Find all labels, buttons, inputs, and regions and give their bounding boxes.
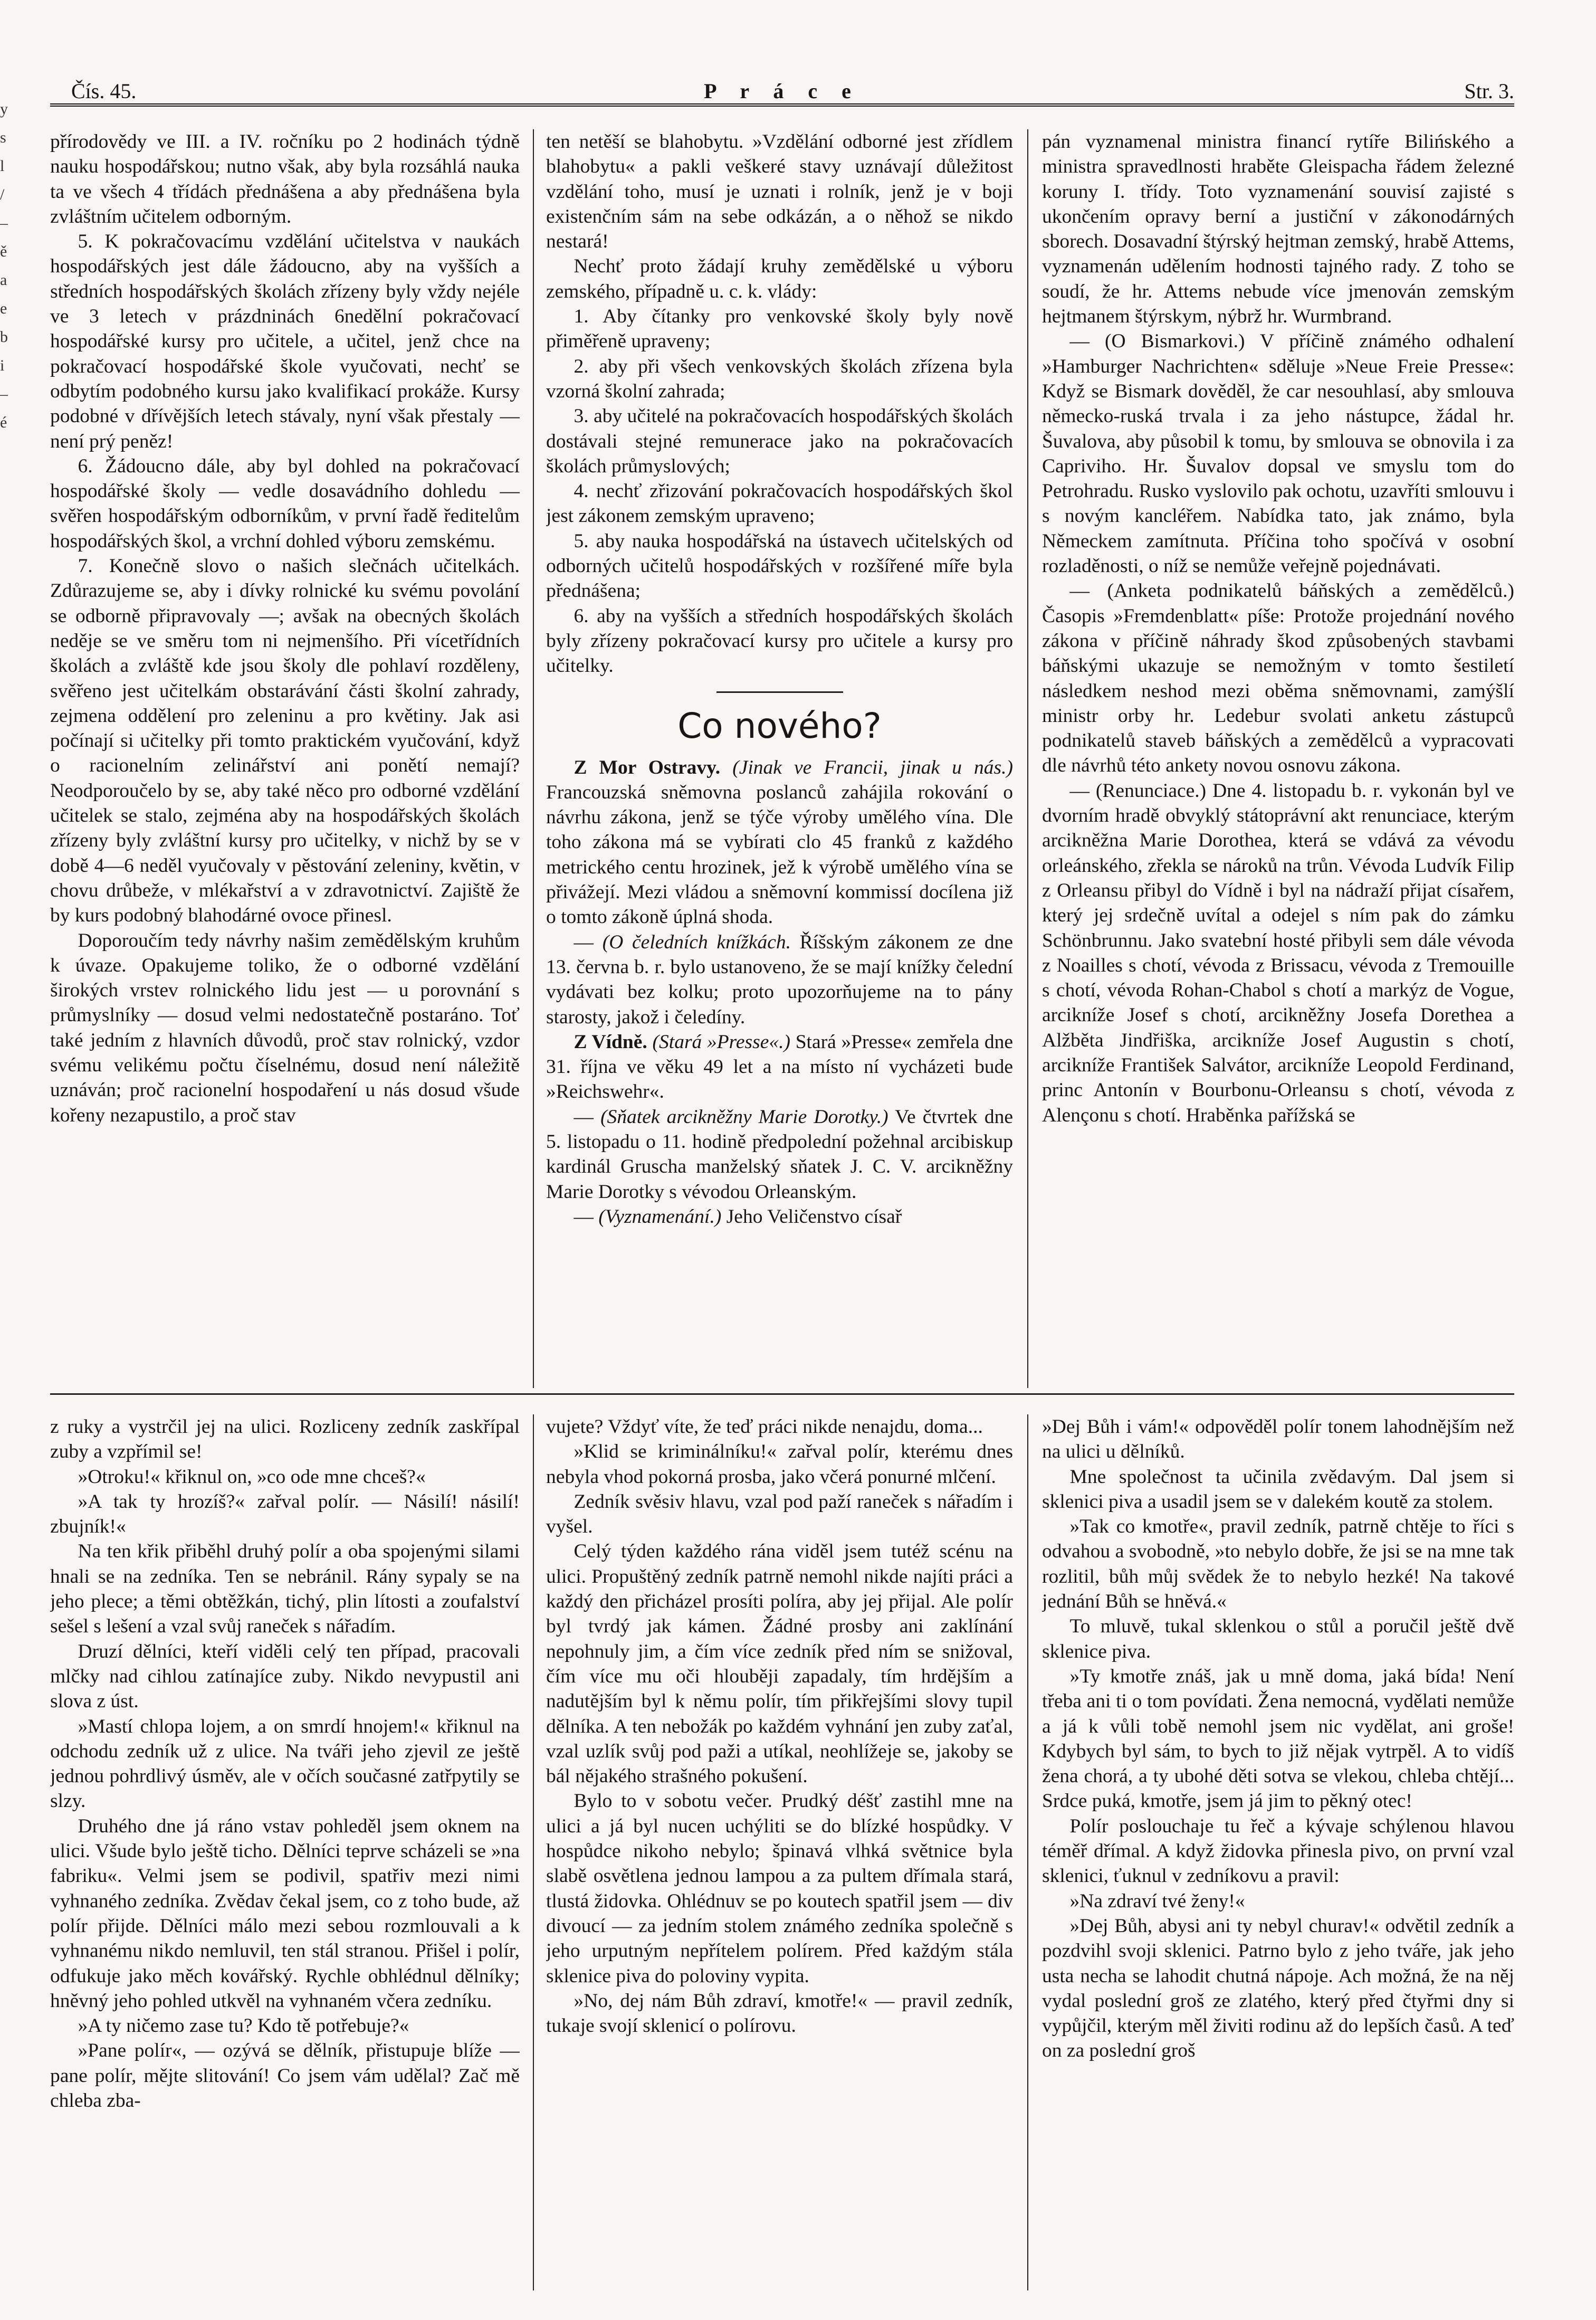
news-subtitle: (Jinak ve Francii, jinak u nás.) — [732, 756, 1013, 778]
news-subtitle: (Vyznamenání.) — [598, 1205, 722, 1228]
paragraph: »Na zdraví tvé ženy!« — [1069, 1890, 1245, 1912]
news-subtitle: (Sňatek arcikněžny Marie Dorotky.) — [600, 1106, 888, 1128]
feuilleton-column-1 — [50, 1414, 520, 2290]
paragraph: Druhého dne já ráno vstav pohleděl jsem oknem na ulici. Všude bylo ještě ticho. Dělníci teprve scházeli se »na fabriku«. Velmi jsem se podivil, spatřiv mezi nimi vyhnaného zedníka. Zvědav čekal jsem, co z toho bude, až polír přijde. Dělníci málo mezi sebou rozmlouvali a k vyhnanému nikdo nemluvil, ten stál stranou. Přišel i polír, odfukuje jako měch kovářský. Rychle obhlédnul dělníky; hněvný jeho pohled utkvěl na vyhnaném včera zedníku. — [50, 1815, 520, 2012]
paragraph: — (Renunciace.) Dne 4. listopadu b. r. vykonán byl ve dvorním hradě obvyklý státoprávní akt renunciace, kterým arcikněžna Marie Dorothea, která se vdává za vévodu orleánského, zřekla se nároků na trůn. Vévoda Ludvík Filip z Orleansu přibyl do Vídně i byl na nádraží přijat císařem, který jej srdečně uvítal a odejel s ním pak do zámku Schönbrunnu. Jako svatební hosté přibyli sem dále vévoda z Noailles s chotí, vévoda z Brissacu, vévoda z Tremouille s chotí, vévoda Rohan-Chabol s chotí a markýz de Vogue, arcikníže Josef s chotí, arcikněžny Josefa Dorethea a Alžběta Jindřiška, arcikníže Josef Augustin s chotí, arcikníže František Salvátor, arcikníže Leopold Ferdinand, princ Antonín v Bourbonu-Orleansu s chotí, vévoda z Alençonu s chotí. Hraběnka pařížská se — [1042, 779, 1514, 1126]
paragraph: »Tak co kmotře«, pravil zedník, patrně chtěje to říci s odvahou a svobodně, »to nebylo dobře, že jsi se na mne tak rozlitil, bůh můj svědek že to nebylo hezké! Na takové jednání Bůh se hněvá.« — [1042, 1516, 1514, 1613]
article-column-2 — [546, 129, 1013, 1380]
paragraph: Zedník svěsiv hlavu, vzal pod paží raneček s nářadím i vyšel. — [546, 1490, 1013, 1538]
news-item: — (Sňatek arcikněžny Marie Dorotky.) Ve čtvrtek dne 5. listopadu o 11. hodině předpolední požehnal arcibiskup kardinál Gruscha manželský sňatek J. C. V. arcikněžny Marie Dorotky s vévodou Orleanským. — [546, 1106, 1013, 1203]
column-divider — [533, 129, 534, 1388]
news-text: Francouzská sněmovna poslanců zahájila rokování o návrhu zákona, jenž se týče výroby umělého vína. Dle toho zákona má se vybírati clo 45 franků z každého metrického centu hrozinek, jež k výrobě umělého vína se přivážejí. Mezi vládou a sněmovní kommissí docílena již o tomto zákoně úplná shoda. — [546, 781, 1013, 928]
news-subtitle: (O čeledních knížkách. — [602, 931, 791, 953]
paragraph: přírodovědy ve III. a IV. ročníku po 2 hodinách týdně nauku hospodářskou; nutno však, aby byla rozsáhlá nauka ta ve všech 4 třídách přednášena a aby přednášena byla zvláštním učitelem odborným. — [50, 131, 520, 227]
news-text: Jeho Veličenstvo císař — [726, 1205, 902, 1228]
list-item: 5. aby nauka hospodářská na ústavech učitelských od odborných učitelů hospodářských v rozšířené míře byla přednášena; — [546, 530, 1013, 602]
issue-number: Čís. 45. — [71, 79, 137, 103]
paragraph: Celý týden každého rána viděl jsem tutéž scénu na ulici. Propuštěný zedník patrně nemohl nikde najíti práci a každý den přicházel prosíti políra, aby jej přijal. Ale polír byl tvrdý jak kámen. Žádné prosby ani zaklínání nepohnuly jim, a čím více zedník před ním se snižoval, čím více mu oči hlouběji zapadaly, tím hrdějším a nadutějším byl k němu polír, tím přikřejšími slovy tupil dělníka. A ten nebožák po každém vyhnání jen zuby zaťal, vzal uzlík svůj pod paži a utíkal, neohlížeje se, jakoby se bál nějakého strašného pokušení. — [546, 1541, 1013, 1787]
paragraph: »Klid se kriminálníku!« zařval polír, kterému dnes nebyla vhod pokorná prosba, jako včerá ponurné mlčení. — [546, 1441, 1013, 1488]
paragraph: »Otroku!« křiknul on, »co ode mne chceš?« — [78, 1466, 426, 1488]
news-dateline: Z Vídně. — [574, 1031, 647, 1053]
news-text: Stará »Presse« zemřela dne 31. října ve věku 49 let a na místo ní vycházeti bude »Reichswehr«. — [546, 1031, 1013, 1103]
page-number: Str. 3. — [1464, 79, 1514, 103]
paragraph: Druzí dělníci, kteří viděli celý ten případ, pracovali mlčky nad cihlou zatínajíce zuby. Nikdo nevypustil ani slova z úst. — [50, 1640, 520, 1713]
column-divider — [1027, 129, 1028, 1388]
feuilleton-column-3 — [1042, 1414, 1514, 2290]
paragraph: — (O Bismarkovi.) V příčině známého odhalení »Hamburger Nachrichten« sděluje »Neue Freie Presse«: Když se Bismark dověděl, že car nesouhlasí, aby smlouva německo-ruská trvala i za jeho nástupce, žádal hr. Šuvalova, aby působil k tomu, by smlouva se obnovila i za Capriviho. Hr. Šuvalov dopsal ve smyslu tom do Petrohradu. Rusko vyslovilo pak ochotu, uzavříti smlouvu i s novým kancléřem. Nabídka tato, jak známo, byla Německem zamítnuta. Příčina toho spočívá v osobní rozladěnosti, o níž se nemůže veřejně pojednávati. — [1042, 330, 1514, 577]
column-divider — [1027, 1414, 1028, 2290]
paragraph: pán vyznamenal ministra financí rytíře Bilińského a ministra spravedlnosti hraběte Gleispacha řádem železné koruny I. třídy. Toto vyznamenání souvisí zajisté s ukončením opravy berní a justiční v zákonodárných sborech. Dosavadní štýrský hejtman zemský, hrabě Attems, vyznamenán udělením hodnosti tajného rady. Z toho se soudí, že hr. Attems nebude více jmenován zemským hejtmanem štýrskym, nýbrž hr. Wurmbrand. — [1042, 131, 1514, 328]
paragraph: z ruky a vystrčil jej na ulici. Rozliceny zedník zaskřípal zuby a vzpřímil se! — [50, 1416, 520, 1463]
news-subtitle: (Stará »Presse«.) — [652, 1031, 790, 1053]
paragraph: 5. K pokračovacímu vzdělání učitelstva v naukách hospodářských jest dále žádoucno, aby na vyšších a středních hospodářských školách zřízeny byly vždy nejéle ve 3 letech v prázdninách 6nedělní pokračovací hospodářské kursy pro učitele, a učitel, jenž chce na pokračovací hospodářské škole vyučovati, nechť se odbytím podobného kursu jako kvalifikací prokáže. Kursy podobné v dřívějších letech stávaly, nyní však přestaly — není prý peněz! — [50, 231, 520, 452]
list-item: 4. nechť zřizování pokračovacích hospodářských škol jest zákonem zemským upraveno; — [546, 480, 1013, 527]
news-item: — (O čeledních knížkách. Říšským zákonem ze dne 13. června b. r. bylo ustanoveno, že se mají knížky čelední vydávati bez kolku; proto upozorňujeme na to pány starosty, jakož i čeledíny. — [546, 931, 1013, 1028]
paragraph: Doporoučím tedy návrhy našim zemědělským kruhům k úvaze. Opakujeme toliko, že o odborné vzdělání širokých vrstev rolnického lidu jest — u porovnání s průmyslníky — dosud velmi nedostatečně postaráno. Toť také jedním z hlavních důvodů, proč stav rolnický, vzdor svému velikému počtu číselnému, dosud není náležitě uznáván; proč racionelní hospodaření u nás dosud všude kořeny nezapustilo, a proč stav — [50, 929, 520, 1126]
paragraph: 7. Konečně slovo o našich slečnách učitelkách. Zdůrazujeme se, aby i dívky rolnické ku svému povolání se odborně připravovaly —; avšak na obecných školách neděje se ve směru tom ni nejmenšího. Při vícetřídních školách a zvláště kde jsou školy dle pohlaví rozděleny, svěřeno jest učitelkám obstarávání části školní zahrady, zejmena oddělení pro zeleninu a pro květiny. Jak asi počínají si učitelky při tomto praktickém vyučování, když o racionelním zelinářství ani ponětí nemají? Neodporoučelo by se, aby také něco pro odborné vzdělání učitelek se stalo, zejména aby na hospodářských školách zřízeny byly zvláštní kursy pro učitelky, v nichž by se v době 4—6 neděl vyučovaly v pěstování zeleniny, květin, v chovu drůbeže, v mlékařství a v zdravotnictví. Zajiště že by kurs podobný blahodárné ovoce přinesl. — [50, 555, 520, 927]
paragraph: »A tak ty hrozíš?« zařval polír. — Násilí! násilí! zbujník!« — [50, 1490, 520, 1538]
section-divider — [716, 691, 843, 693]
header-rule — [50, 103, 1514, 107]
newspaper-title: P r á c e — [704, 79, 861, 103]
paragraph: »No, dej nám Bůh zdraví, kmotře!« — pravil zedník, tukaje svojí sklenicí o polírovu. — [546, 1990, 1013, 2037]
paragraph: Na ten křik přiběhl druhý polír a oba spojenými silami hnali se na zedníka. Ten se nebránil. Rány sypaly se na jeho plece; a těmi obtěžkán, tichý, plin lítosti a zoufalství sešel s lešení a vzal svůj raneček s nářadím. — [50, 1541, 520, 1638]
paragraph: »Mastí chlopa lojem, a on smrdí hnojem!« křiknul na odchodu zedník už z ulice. Na tváři jeho zjevil ze ještě jednou pohrdlivý úsměv, ale v očích současné zatřpytily se slzy. — [50, 1715, 520, 1812]
news-item — [546, 755, 1013, 930]
news-text: Říšským zákonem ze dne 13. června b. r. bylo ustanoveno, že se mají knížky čelední vydávati bez kolku; proto upozorňujeme na to pány starosty, jakož i čeledíny. — [546, 931, 1013, 1028]
list-item: 3. aby učitelé na pokračovacích hospodářských školách dostávali stejné remunerace jako na pokračovacích školách průmyslových; — [546, 405, 1013, 477]
list-item: 2. aby při všech venkovských školách zřízena byla vzorná školní zahrada; — [546, 355, 1013, 402]
feuilleton-rule — [50, 1393, 1514, 1395]
paragraph: »A ty ničemo zase tu? Kdo tě potřebuje?« — [78, 2015, 409, 2037]
paragraph: — (Anketa podnikatelů báňských a zemědělců.) Časopis »Fremdenblatt« píše: Protože projednání nového zákona v příčině náhrady škod způsobených stavbami báňskými ukazuje se nemožným v tomto šestiletí následkem neshod mezi oběma sněmovnami, zamýšlí ministr orby hr. Ledebur svolati anketu zástupců podnikatelů staveb báňských a zemědělců a vypracovati dle návrhů této ankety novou osnovu zákona. — [1042, 580, 1514, 777]
paragraph: »Ty kmotře znáš, jak u mně doma, jaká bída! Není třeba ani ti o tom povídati. Žena nemocná, vydělati nemůže a já k vůli tobě nemohl jsem nic vydělat, ani groše! Kdybych byl sám, to bych to již nějak vytrpěl. A to vidíš žena chorá, a ty ubohé děti sotva se vlekou, chleba chtějí... Srdce puká, kmotře, jsem já jim to pěkný otec! — [1042, 1665, 1514, 1812]
news-dateline: Z Mor Ostravy. — [574, 756, 721, 778]
article-column-3 — [1042, 129, 1514, 1380]
paragraph: Nechť proto žádají kruhy zemědělské u výboru zemského, případně u. c. k. vlády: — [546, 255, 1013, 302]
article-column-1 — [50, 129, 520, 1380]
feuilleton-column-2 — [546, 1414, 1013, 2290]
paragraph: Bylo to v sobotu večer. Prudký déšť zastihl mne na ulici a já byl nucen uchýliti se do blízké hospůdky. V hospůdce nikoho nebylo; špinavá vlhká světnice byla slabě osvětlena jednou lampou a za pultem dřímala stará, tlustá židovka. Ohlédnuv se po koutech spatřil jsem — div divoucí — za jedním stolem známého zedníka společně s jeho urputným nepřítelem polírem. Před každým stála sklenice piva do poloviny vypita. — [546, 1790, 1013, 1987]
list-item: 6. aby na vyšších a středních hospodářských školách byly zřízeny pokračovací kursy pro učitele a kursy pro učitelky. — [546, 605, 1013, 677]
page-header — [50, 79, 1514, 103]
paragraph: Mne společnost ta učinila zvědavým. Dal jsem si sklenici piva a usadil jsem se v dalekém koutě za stolem. — [1042, 1466, 1514, 1513]
paragraph: »Dej Bůh, abysi ani ty nebyl churav!« odvětil zedník a pozdvihl svoji sklenici. Patrno bylo z jeho tváře, jak jeho usta necha se lahodit chutná nápoje. Ach možná, že na něj vydal poslední groš ze zlatého, který před čtyřmi dny si vypůjčil, kterým měl živiti rodinu až do lepších časů. A teď on za poslední groš — [1042, 1915, 1514, 2062]
paragraph: 6. Žádoucno dále, aby byl dohled na pokračovací hospodářské školy — vedle dosavádního dohledu — svěřen hospodářským odborníkům, v první řadě ředitelům hospodářských škol, a vrchní dohled výboru zemskému. — [50, 455, 520, 552]
paragraph: »Dej Bůh i vám!« odpověděl polír tonem lahodnějším než na ulici u dělníků. — [1042, 1416, 1514, 1463]
paragraph: vujete? Vždyť víte, že teď práci nikde nenajdu, doma... — [546, 1416, 983, 1438]
list-item: 1. Aby čítanky pro venkovské školy byly nově přiměřeně upraveny; — [546, 306, 1013, 353]
news-item: — (Vyznamenání.) Jeho Veličenstvo císař — [574, 1205, 902, 1228]
paragraph: ten netěší se blahobytu. »Vzdělání odborné jest zřídlem blahobytu« a pakli veškeré stavy uznávají důležitost vzdělání toho, musí je uznati i rolník, jenž je v boji existenčním sám na sebe odkázán, a o něhož se nikdo nestará! — [546, 131, 1013, 253]
column-divider — [533, 1414, 534, 2290]
left-margin-fragments: y s l / – ě a e b i – é — [0, 100, 8, 431]
news-section-title: Co nového? — [677, 705, 882, 746]
news-item — [546, 1030, 1013, 1105]
paragraph: »Pane polír«, — ozývá se dělník, přistupuje blíže — pane polír, mějte slitování! Co jsem vám udělal? Zač mě chleba zba- — [50, 2040, 520, 2112]
paragraph: Polír poslouchaje tu řeč a kývaje schýlenou hlavou téměř dřímal. A když židovka přinesla pivo, on první vzal sklenici, ťuknul v zedníkovu a pravil: — [1042, 1815, 1514, 1887]
paragraph: To mluvě, tukal sklenkou o stůl a poručil ještě dvě sklenice piva. — [1042, 1615, 1514, 1662]
news-text: Ve čtvrtek dne 5. listopadu o 11. hodině předpolední požehnal arcibiskup kardinál Gruscha manželský sňatek J. C. V. arcikněžny Marie Dorotky s vévodou Orleanským. — [546, 1106, 1013, 1203]
